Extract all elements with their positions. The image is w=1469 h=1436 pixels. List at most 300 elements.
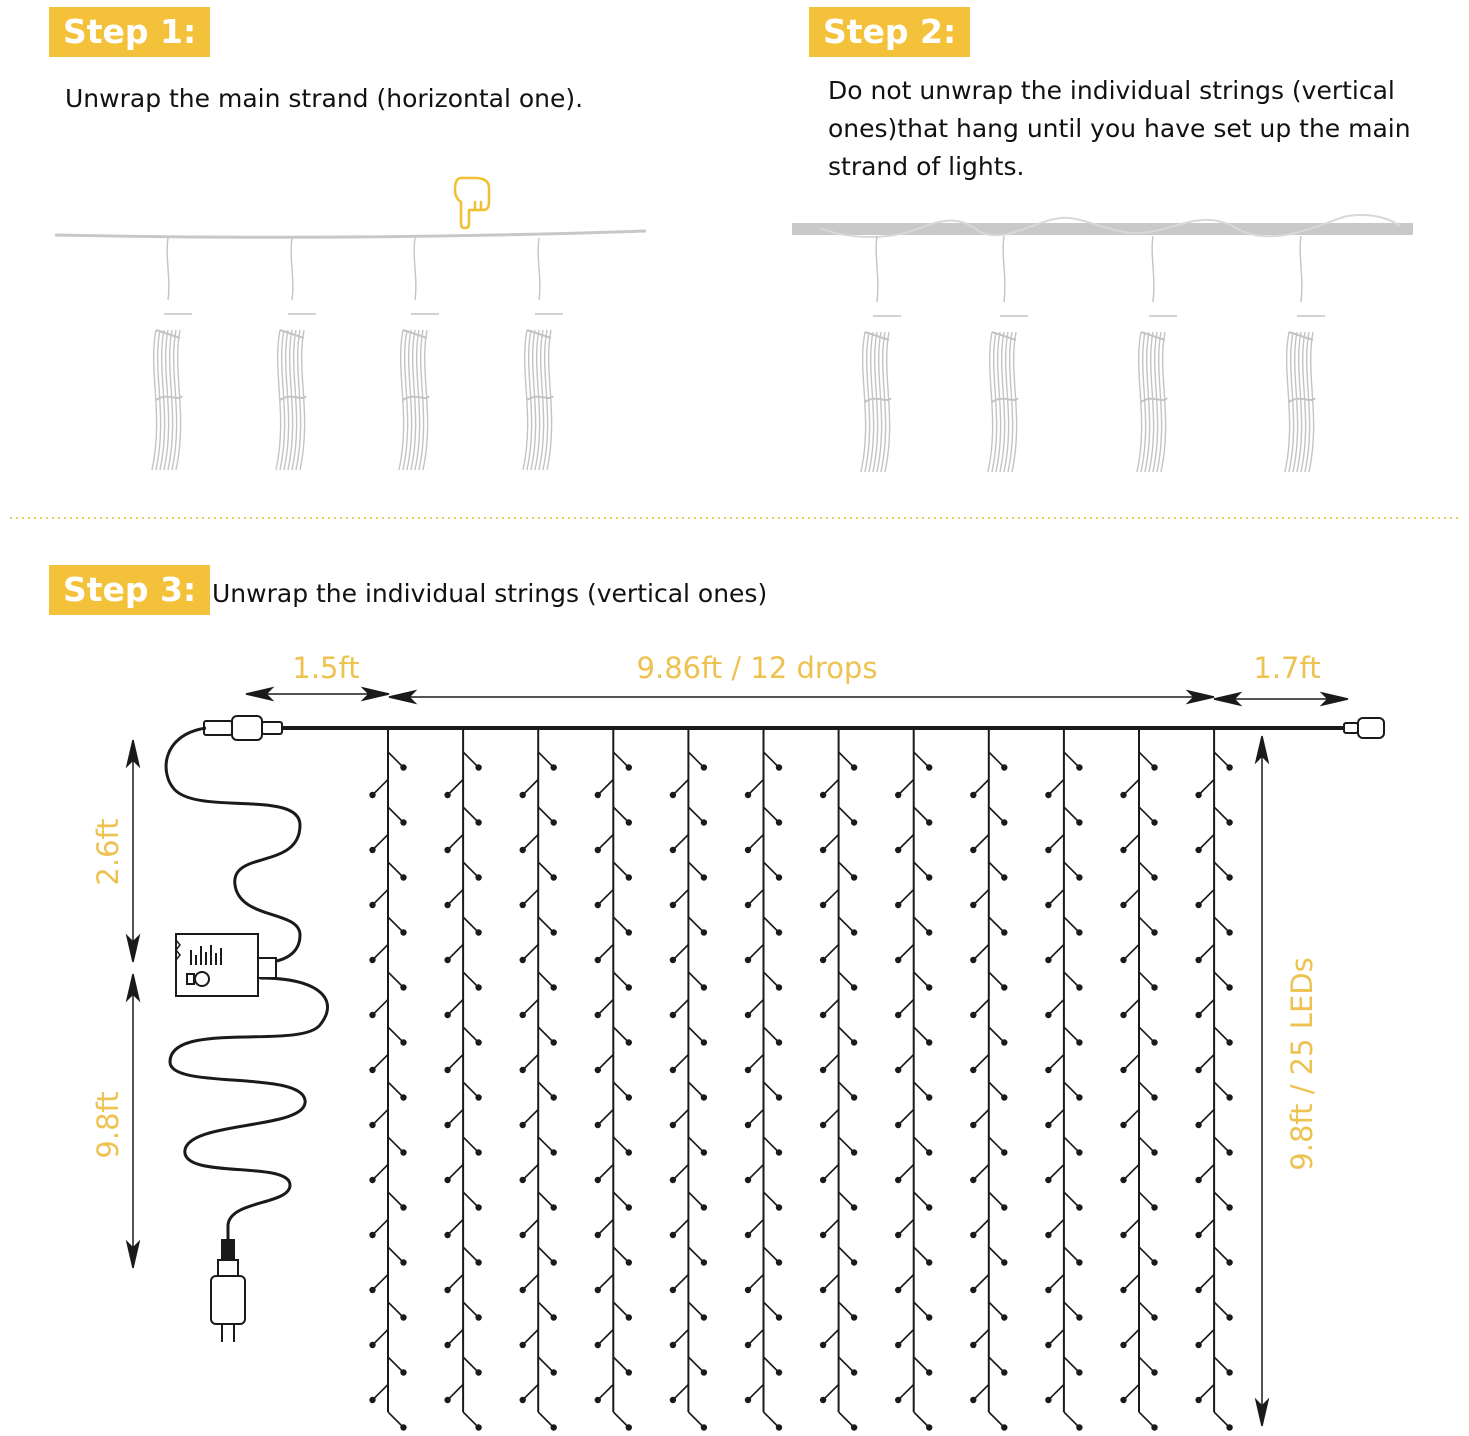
led [1045,1275,1064,1294]
led [839,1192,858,1211]
led [970,1165,989,1184]
led [914,1192,933,1211]
led [820,945,839,964]
led [538,1192,557,1211]
led [595,1220,614,1239]
led [613,752,632,771]
led [538,752,557,771]
led [1214,807,1233,826]
light-drop [520,730,557,1431]
led [1214,1247,1233,1266]
led [764,1082,783,1101]
led [1064,1412,1083,1431]
led [820,890,839,909]
lead-cable-upper [166,728,300,965]
led [463,1412,482,1431]
led [595,1000,614,1019]
led [688,1412,707,1431]
end-cap [1344,718,1384,738]
led [1120,780,1139,799]
controller-box-icon [176,934,276,996]
led [613,1302,632,1321]
led [914,972,933,991]
led [444,1275,463,1294]
led [895,1000,914,1019]
led [463,917,482,936]
light-drop [1120,730,1157,1431]
led [1195,1165,1214,1184]
led [1195,1110,1214,1129]
led [595,835,614,854]
led [970,890,989,909]
led [820,780,839,799]
led [1064,752,1083,771]
led [1045,890,1064,909]
led [538,1357,557,1376]
led [914,1412,933,1431]
led [914,807,933,826]
led [745,1330,764,1349]
led [1045,780,1064,799]
led [989,1027,1008,1046]
led [1214,862,1233,881]
led [745,1385,764,1404]
led [688,752,707,771]
light-drop [1195,730,1232,1431]
led [520,1165,539,1184]
led [914,1247,933,1266]
led [1120,945,1139,964]
led [1139,752,1158,771]
led [670,1385,689,1404]
led [1045,1220,1064,1239]
led [1064,972,1083,991]
led [895,1165,914,1184]
led [613,807,632,826]
wrapped-bundle [523,238,563,470]
led [369,1165,388,1184]
led [839,1357,858,1376]
led [764,1247,783,1266]
led [1120,1220,1139,1239]
led [1139,1247,1158,1266]
led [764,862,783,881]
led [1195,780,1214,799]
led [1120,1275,1139,1294]
led [764,1412,783,1431]
led [1195,1055,1214,1074]
step1-badge: Step 1: [49,7,210,57]
led [688,1247,707,1266]
led [388,1192,407,1211]
drop-height-label: 9.8ft / 25 LEDs [1285,957,1319,1171]
led [970,1220,989,1239]
led [369,1110,388,1129]
led [1195,835,1214,854]
led [1120,1055,1139,1074]
led [444,1220,463,1239]
led [388,862,407,881]
led [369,1330,388,1349]
light-drop [1045,730,1082,1431]
led [369,1385,388,1404]
led [839,1302,858,1321]
led [688,1082,707,1101]
led [388,1357,407,1376]
led [745,1055,764,1074]
led [820,1165,839,1184]
led [895,1330,914,1349]
led [688,1137,707,1156]
led [895,1220,914,1239]
led [520,1385,539,1404]
led [820,1275,839,1294]
led [745,1165,764,1184]
led [463,1082,482,1101]
led [369,945,388,964]
led [745,945,764,964]
led [538,1247,557,1266]
led [989,972,1008,991]
led [1045,1385,1064,1404]
led [1064,917,1083,936]
led [989,1082,1008,1101]
led [1139,1027,1158,1046]
led [670,1000,689,1019]
led [1120,1385,1139,1404]
led [613,1357,632,1376]
led [970,1055,989,1074]
led [1214,1302,1233,1321]
led [463,1247,482,1266]
led [970,1385,989,1404]
led [688,862,707,881]
led [538,1082,557,1101]
led [688,972,707,991]
led [520,780,539,799]
led [1139,1412,1158,1431]
led [595,1165,614,1184]
wrapped-bundle [861,236,901,472]
led [613,862,632,881]
light-drop [369,730,406,1431]
led [388,972,407,991]
led [1195,1330,1214,1349]
light-drop [595,730,632,1431]
led [1064,862,1083,881]
led [538,862,557,881]
led [820,1220,839,1239]
led [444,780,463,799]
led [820,1000,839,1019]
led [613,1247,632,1266]
led [369,1055,388,1074]
led [369,1275,388,1294]
led [1064,807,1083,826]
led [914,862,933,881]
cable-dimension-lines [127,740,139,1268]
led [820,1110,839,1129]
led [388,752,407,771]
led [688,1357,707,1376]
led [388,807,407,826]
led [388,1247,407,1266]
led [520,1000,539,1019]
led [970,1000,989,1019]
led [538,1137,557,1156]
led [670,1275,689,1294]
led [369,1220,388,1239]
led [895,945,914,964]
led [989,752,1008,771]
led [463,1137,482,1156]
led [444,1385,463,1404]
led [914,1027,933,1046]
light-drop [970,730,1007,1431]
step2-text: Do not unwrap the individual strings (vertical ones)that hang until you have set up the main strand of lights. [828,76,1411,181]
led [745,890,764,909]
led [764,1137,783,1156]
led [989,1412,1008,1431]
led [538,1302,557,1321]
led [989,862,1008,881]
light-drop [444,730,481,1431]
led [463,862,482,881]
led [1139,862,1158,881]
lead-left-label: 1.5ft [292,651,360,685]
led [670,890,689,909]
led [895,1055,914,1074]
wrapped-bundle [1285,236,1325,472]
led [895,780,914,799]
led [670,835,689,854]
led [1139,1357,1158,1376]
led [520,890,539,909]
led [613,972,632,991]
left-connector [204,716,282,740]
led [1214,1027,1233,1046]
led [839,972,858,991]
led [388,1027,407,1046]
led [895,1275,914,1294]
led [1120,1330,1139,1349]
cable-bottom-label: 9.8ft [91,1091,125,1159]
led [839,807,858,826]
wrapped-bundle [1137,236,1177,472]
led [1139,1192,1158,1211]
led [388,1082,407,1101]
led [1064,1082,1083,1101]
led [970,780,989,799]
led [1045,1000,1064,1019]
led [463,1357,482,1376]
led [463,1027,482,1046]
led [745,1275,764,1294]
led [1120,890,1139,909]
step2-wrapped-bundles [861,236,1325,472]
drop-height-dimension-line [1256,736,1268,1426]
power-adapter-icon [211,1240,245,1342]
led [520,945,539,964]
led [970,835,989,854]
led [764,1302,783,1321]
led [1064,1192,1083,1211]
step1-illustration [55,178,646,470]
led [764,917,783,936]
led [538,1027,557,1046]
led [595,1275,614,1294]
led [520,1055,539,1074]
led [820,1055,839,1074]
led [1214,917,1233,936]
led [1139,1137,1158,1156]
led [595,1385,614,1404]
led [595,945,614,964]
led [839,862,858,881]
led [388,917,407,936]
led [989,1137,1008,1156]
led [463,752,482,771]
led [839,752,858,771]
led [1120,1110,1139,1129]
lead-right-label: 1.7ft [1253,651,1321,685]
led [613,1137,632,1156]
light-drop [745,730,782,1431]
led [1045,835,1064,854]
led [914,917,933,936]
led [613,1412,632,1431]
led [1214,1082,1233,1101]
led [1064,1357,1083,1376]
led [764,1357,783,1376]
led [688,1302,707,1321]
led [538,1412,557,1431]
led [388,1302,407,1321]
led [670,1330,689,1349]
led [1214,1357,1233,1376]
led [444,1055,463,1074]
led [764,752,783,771]
led [745,1110,764,1129]
led [369,890,388,909]
led [989,807,1008,826]
led [914,1082,933,1101]
led [764,807,783,826]
led [839,1137,858,1156]
led [1195,1000,1214,1019]
led [595,1055,614,1074]
led [1139,1302,1158,1321]
led [538,917,557,936]
led [989,1192,1008,1211]
led [1195,890,1214,909]
led [688,807,707,826]
wrapped-bundle [399,238,439,470]
led [369,780,388,799]
led [369,1000,388,1019]
width-dimension-lines [246,688,1348,705]
led [1120,835,1139,854]
led [764,1192,783,1211]
led [839,917,858,936]
led [914,1302,933,1321]
led [745,1000,764,1019]
led [839,1247,858,1266]
led [914,752,933,771]
step3-text: Unwrap the individual strings (vertical ones) [212,579,768,608]
led [1045,1055,1064,1074]
led [520,1220,539,1239]
led [839,1412,858,1431]
led [895,1385,914,1404]
light-drop [895,730,932,1431]
led [1120,1000,1139,1019]
led [1045,945,1064,964]
led [520,1110,539,1129]
led [1139,972,1158,991]
led [595,1330,614,1349]
led [369,835,388,854]
led [688,1027,707,1046]
led [895,1110,914,1129]
led [764,972,783,991]
led [388,1137,407,1156]
led [1139,807,1158,826]
led [970,1275,989,1294]
led [1139,917,1158,936]
led [820,1385,839,1404]
step2-illustration [792,215,1413,472]
led [613,1027,632,1046]
lead-cable-lower [170,978,328,1240]
step1-text: Unwrap the main strand (horizontal one). [65,84,584,113]
led [1064,1247,1083,1266]
light-drop [820,730,857,1431]
led [970,1330,989,1349]
led [670,1055,689,1074]
led [670,1220,689,1239]
led [444,1165,463,1184]
led [989,1357,1008,1376]
wrapped-bundle [988,236,1028,472]
led [463,1192,482,1211]
led [1214,1137,1233,1156]
led [989,1247,1008,1266]
led [1045,1330,1064,1349]
main-strand [55,231,646,237]
led [595,890,614,909]
led [463,807,482,826]
led [1195,1220,1214,1239]
led [463,972,482,991]
step3-badge: Step 3: [49,565,210,615]
led [1195,1385,1214,1404]
led [538,972,557,991]
led [1064,1137,1083,1156]
led [670,780,689,799]
led [914,1357,933,1376]
led [745,780,764,799]
led [1214,752,1233,771]
led [444,1330,463,1349]
led [688,1192,707,1211]
led [444,945,463,964]
pointing-hand-icon [455,178,489,228]
led [895,835,914,854]
led [1120,1165,1139,1184]
led [970,1110,989,1129]
led [820,1330,839,1349]
